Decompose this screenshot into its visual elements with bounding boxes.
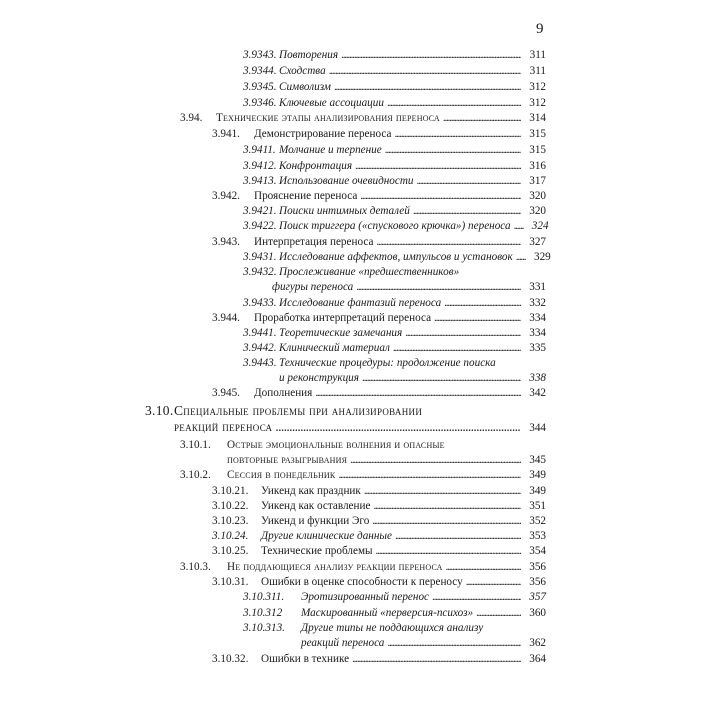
- dot-leader: [413, 204, 521, 218]
- dot-leader: [514, 219, 524, 233]
- toc-entry[interactable]: [272, 280, 546, 294]
- dot-leader: [360, 189, 521, 203]
- toc-entry-page: 311: [529, 65, 546, 77]
- toc-entry-page: 356: [529, 561, 546, 573]
- toc-entry-title: Прослеживание «предшественников»: [279, 266, 460, 278]
- toc-entry-page: 335: [529, 342, 546, 354]
- toc-entry-page: 364: [529, 653, 546, 665]
- toc-entry-number: 3.10.22.: [212, 500, 249, 512]
- dot-leader: [329, 64, 521, 78]
- toc-entry[interactable]: [243, 219, 549, 233]
- toc-entry[interactable]: [212, 484, 546, 498]
- toc-entry-title: Демонстрирование переноса: [254, 128, 392, 140]
- toc-entry-number: 3.9344.: [243, 65, 277, 77]
- toc-entry-title: Конфронтация: [279, 160, 353, 172]
- toc-entry-number: 3.9411.: [243, 144, 276, 156]
- dot-leader: [405, 326, 521, 340]
- toc-entry-page: 349: [529, 485, 546, 497]
- dot-leader: [275, 419, 521, 435]
- toc-entry-number: 3.10.: [145, 403, 174, 418]
- toc-entry[interactable]: [212, 544, 546, 558]
- toc-entry-number: 3.10.1.: [180, 439, 211, 451]
- toc-entry[interactable]: [212, 235, 546, 249]
- toc-entry-title: Не поддающиеся анализу реакции переноса: [227, 561, 443, 573]
- dot-leader: [352, 652, 521, 666]
- dot-leader: [466, 575, 521, 589]
- toc-entry[interactable]: [243, 174, 546, 188]
- toc-entry-number: 3.942.: [212, 190, 240, 202]
- dot-leader: [364, 484, 521, 498]
- dot-leader: [393, 341, 521, 355]
- toc-entry[interactable]: [174, 419, 546, 436]
- toc-entry-title: Исследование аффектов, импульсов и установок: [279, 251, 513, 263]
- dot-leader: [362, 371, 521, 385]
- toc-entry-page: 311: [529, 49, 546, 61]
- toc-entry-page: 314: [529, 112, 546, 124]
- toc-entry-page: 312: [529, 97, 546, 109]
- toc-entry-number: 3.9432.: [243, 266, 277, 278]
- toc-entry[interactable]: [180, 111, 546, 125]
- toc-entry-number: 3.9421.: [243, 205, 277, 217]
- toc-entry-page: 315: [529, 144, 546, 156]
- toc-entry-title: Молчание и терпение: [279, 144, 382, 156]
- toc-entry[interactable]: [243, 606, 546, 620]
- toc-entry-page: 360: [529, 607, 546, 619]
- toc-entry[interactable]: [243, 159, 546, 173]
- toc-entry-number: 3.9343.: [243, 49, 277, 61]
- dot-leader: [432, 590, 521, 604]
- toc-entry-title: Повторения: [279, 49, 339, 61]
- toc-entry[interactable]: [243, 48, 546, 62]
- dot-leader: [444, 296, 521, 310]
- dot-leader: [356, 280, 521, 294]
- toc-entry-number: 3.10.24.: [212, 530, 249, 542]
- toc-entry-number: 3.10.311.: [243, 591, 285, 603]
- toc-entry-page: 356: [529, 576, 546, 588]
- toc-entry[interactable]: [212, 127, 546, 141]
- toc-entry[interactable]: [243, 341, 546, 355]
- toc-entry-page: 342: [529, 387, 546, 399]
- dot-leader: [373, 499, 521, 513]
- toc-entry-title: Уикенд как праздник: [261, 485, 361, 497]
- toc-entry-title: Эротизированный перенос: [301, 591, 430, 603]
- toc-entry-title: Исследование фантазий переноса: [279, 297, 442, 309]
- toc-entry-number: 3.10.32.: [212, 653, 249, 665]
- toc-entry[interactable]: [301, 636, 546, 650]
- dot-leader: [476, 606, 521, 620]
- toc-entry-title: Другие типы не поддающихся анализу: [301, 622, 484, 634]
- toc-entry-title: Интерпретация переноса: [254, 236, 374, 248]
- toc-entry[interactable]: [243, 250, 551, 264]
- toc-entry-title: Прояснение переноса: [254, 190, 358, 202]
- dot-leader: [394, 127, 521, 141]
- dot-leader: [443, 111, 521, 125]
- toc-entry[interactable]: [212, 652, 546, 666]
- toc-entry-title: Клинический материал: [279, 342, 390, 354]
- toc-entry-title: Технические этапы анализирования переноса: [216, 112, 440, 124]
- dot-leader: [350, 453, 521, 467]
- toc-entry[interactable]: [212, 529, 546, 543]
- toc-entry-title: реакций переноса: [301, 637, 385, 649]
- toc-entry-number: 3.9413.: [243, 175, 277, 187]
- dot-leader: [372, 514, 521, 528]
- toc-entry-number: 3.9441.: [243, 327, 277, 339]
- dot-leader: [341, 48, 521, 62]
- toc-entry-page: 320: [529, 205, 546, 217]
- toc-entry-number: 3.943.: [212, 236, 240, 248]
- dot-leader: [376, 544, 521, 558]
- toc-entry-page: 338: [529, 372, 546, 384]
- toc-entry[interactable]: [243, 96, 546, 110]
- toc-entry-title: Проработка интерпретаций переноса: [254, 312, 432, 324]
- toc-entry[interactable]: [243, 64, 546, 78]
- toc-entry-number: 3.10.25.: [212, 545, 249, 557]
- page-number: 9: [536, 21, 544, 37]
- toc-entry-page: 354: [529, 545, 546, 557]
- toc-entry-title: Ошибки в технике: [261, 653, 350, 665]
- toc-entry-page: 332: [529, 297, 546, 309]
- toc-entry[interactable]: [180, 560, 546, 574]
- toc-entry-title: Ключевые ассоциации: [279, 97, 384, 109]
- toc-entry-title: Использование очевидности: [279, 175, 414, 187]
- dot-leader: [417, 174, 521, 188]
- toc-entry-title: Уикенд и функции Эго: [261, 515, 370, 527]
- toc-entry-number: 3.10.312: [243, 607, 283, 619]
- toc-entry-title: фигуры переноса: [272, 281, 354, 293]
- toc-entry-title: Ошибки в оценке способности к переносу: [261, 576, 463, 588]
- toc-entry-title: Другие клинические данные: [261, 530, 392, 542]
- dot-leader: [338, 468, 521, 482]
- toc-entry-title: Поиски интимных деталей: [279, 205, 410, 217]
- toc-entry[interactable]: [243, 590, 546, 604]
- toc-entry[interactable]: [212, 189, 546, 203]
- toc-entry-page: 316: [529, 160, 546, 172]
- dot-leader: [434, 311, 521, 325]
- toc-entry-number: 3.10.2.: [180, 469, 211, 481]
- toc-entry-number: 3.9346.: [243, 97, 277, 109]
- toc-entry-title: Технические проблемы: [261, 545, 373, 557]
- toc-entry-number: 3.9422.: [243, 220, 277, 232]
- toc-entry[interactable]: [227, 453, 546, 467]
- toc-entry-page: 315: [529, 128, 546, 140]
- toc-entry-page: 324: [531, 220, 549, 232]
- toc-entry-page: 334: [529, 327, 546, 339]
- toc-entry-number: 3.9412.: [243, 160, 277, 172]
- toc-entry[interactable]: [212, 499, 546, 513]
- toc-entry-title: Сходства: [279, 65, 326, 77]
- dot-leader: [376, 235, 521, 249]
- dot-leader: [315, 386, 521, 400]
- toc-entry-page: 362: [529, 637, 546, 649]
- toc-entry-title: Символизм: [279, 81, 331, 93]
- toc-entry-number: 3.9431.: [243, 251, 277, 263]
- toc-entry-number: 3.9345.: [243, 81, 277, 93]
- toc-entry-title: Поиск триггера («спускового крючка») переноса: [279, 220, 511, 232]
- toc-entry-title: Дополнения: [254, 387, 313, 399]
- toc-entry-number: 3.10.3.: [180, 561, 211, 573]
- toc-entry-number: 3.9433.: [243, 297, 277, 309]
- toc-entry-page: 334: [529, 312, 546, 324]
- toc-entry-page: 352: [529, 515, 546, 527]
- toc-entry-page: 317: [529, 175, 546, 187]
- toc-entry-page: 312: [529, 81, 546, 93]
- toc-entry-page: 345: [529, 454, 546, 466]
- toc-entry-page: 327: [529, 236, 546, 248]
- toc-entry-title: Технические процедуры: продолжение поиска: [279, 357, 496, 369]
- toc-entry-page: 351: [529, 500, 546, 512]
- toc-entry-title: реакций переноса: [174, 419, 273, 434]
- toc-entry-page: 349: [529, 469, 546, 481]
- dot-leader: [334, 80, 521, 94]
- toc-entry-title: Маскированный «перверсия-психоз»: [301, 607, 474, 619]
- toc-entry-title: Сессия в понедельник: [227, 469, 336, 481]
- toc-entry-number: 3.9442.: [243, 342, 277, 354]
- dot-leader: [395, 529, 521, 543]
- toc-entry[interactable]: [243, 296, 546, 310]
- toc-entry-page: 344: [529, 422, 546, 434]
- dot-leader: [446, 560, 521, 574]
- toc-entry-title: Теоретические замечания: [279, 327, 403, 339]
- dot-leader: [516, 250, 526, 264]
- toc-entry[interactable]: [243, 143, 546, 157]
- toc-entry-number: 3.10.23.: [212, 515, 249, 527]
- dot-leader: [355, 159, 521, 173]
- toc-entry-number: 3.94.: [180, 112, 203, 124]
- toc-entry[interactable]: [243, 326, 546, 340]
- dot-leader: [385, 143, 521, 157]
- toc-entry-title: повторные разыгрывания: [227, 454, 348, 466]
- toc-entry-number: 3.945.: [212, 387, 240, 399]
- toc-entry[interactable]: [243, 204, 546, 218]
- toc-entry-number: 3.10.21.: [212, 485, 249, 497]
- toc-entry-title: и реконструкция: [279, 372, 359, 384]
- toc-entry-page: 329: [533, 251, 551, 263]
- toc-entry-number: 3.10.313.: [243, 622, 285, 634]
- toc-entry-number: 3.941.: [212, 128, 240, 140]
- dot-leader: [387, 636, 521, 650]
- toc-entry-number: 3.944.: [212, 312, 240, 324]
- toc-entry-page: 357: [529, 591, 546, 603]
- toc-entry[interactable]: [212, 311, 546, 325]
- toc-entry[interactable]: [212, 386, 546, 400]
- toc-entry-page: 320: [529, 190, 546, 202]
- toc-entry-title: Острые эмоциональные волнения и опасные: [227, 439, 445, 451]
- toc-entry-page: 353: [529, 530, 546, 542]
- toc-entry-number: 3.10.31.: [212, 576, 249, 588]
- dot-leader: [387, 96, 521, 110]
- toc-entry-number: 3.9443.: [243, 357, 277, 369]
- toc-entry-title: Специальные проблемы при анализировании: [174, 403, 423, 418]
- toc-entry-title: Уикенд как оставление: [261, 500, 371, 512]
- toc-entry[interactable]: [279, 371, 546, 385]
- toc-entry[interactable]: [243, 80, 546, 94]
- toc-entry[interactable]: [212, 575, 546, 589]
- toc-entry-page: 331: [529, 281, 546, 293]
- toc-entry[interactable]: [180, 468, 546, 482]
- toc-entry[interactable]: [212, 514, 546, 528]
